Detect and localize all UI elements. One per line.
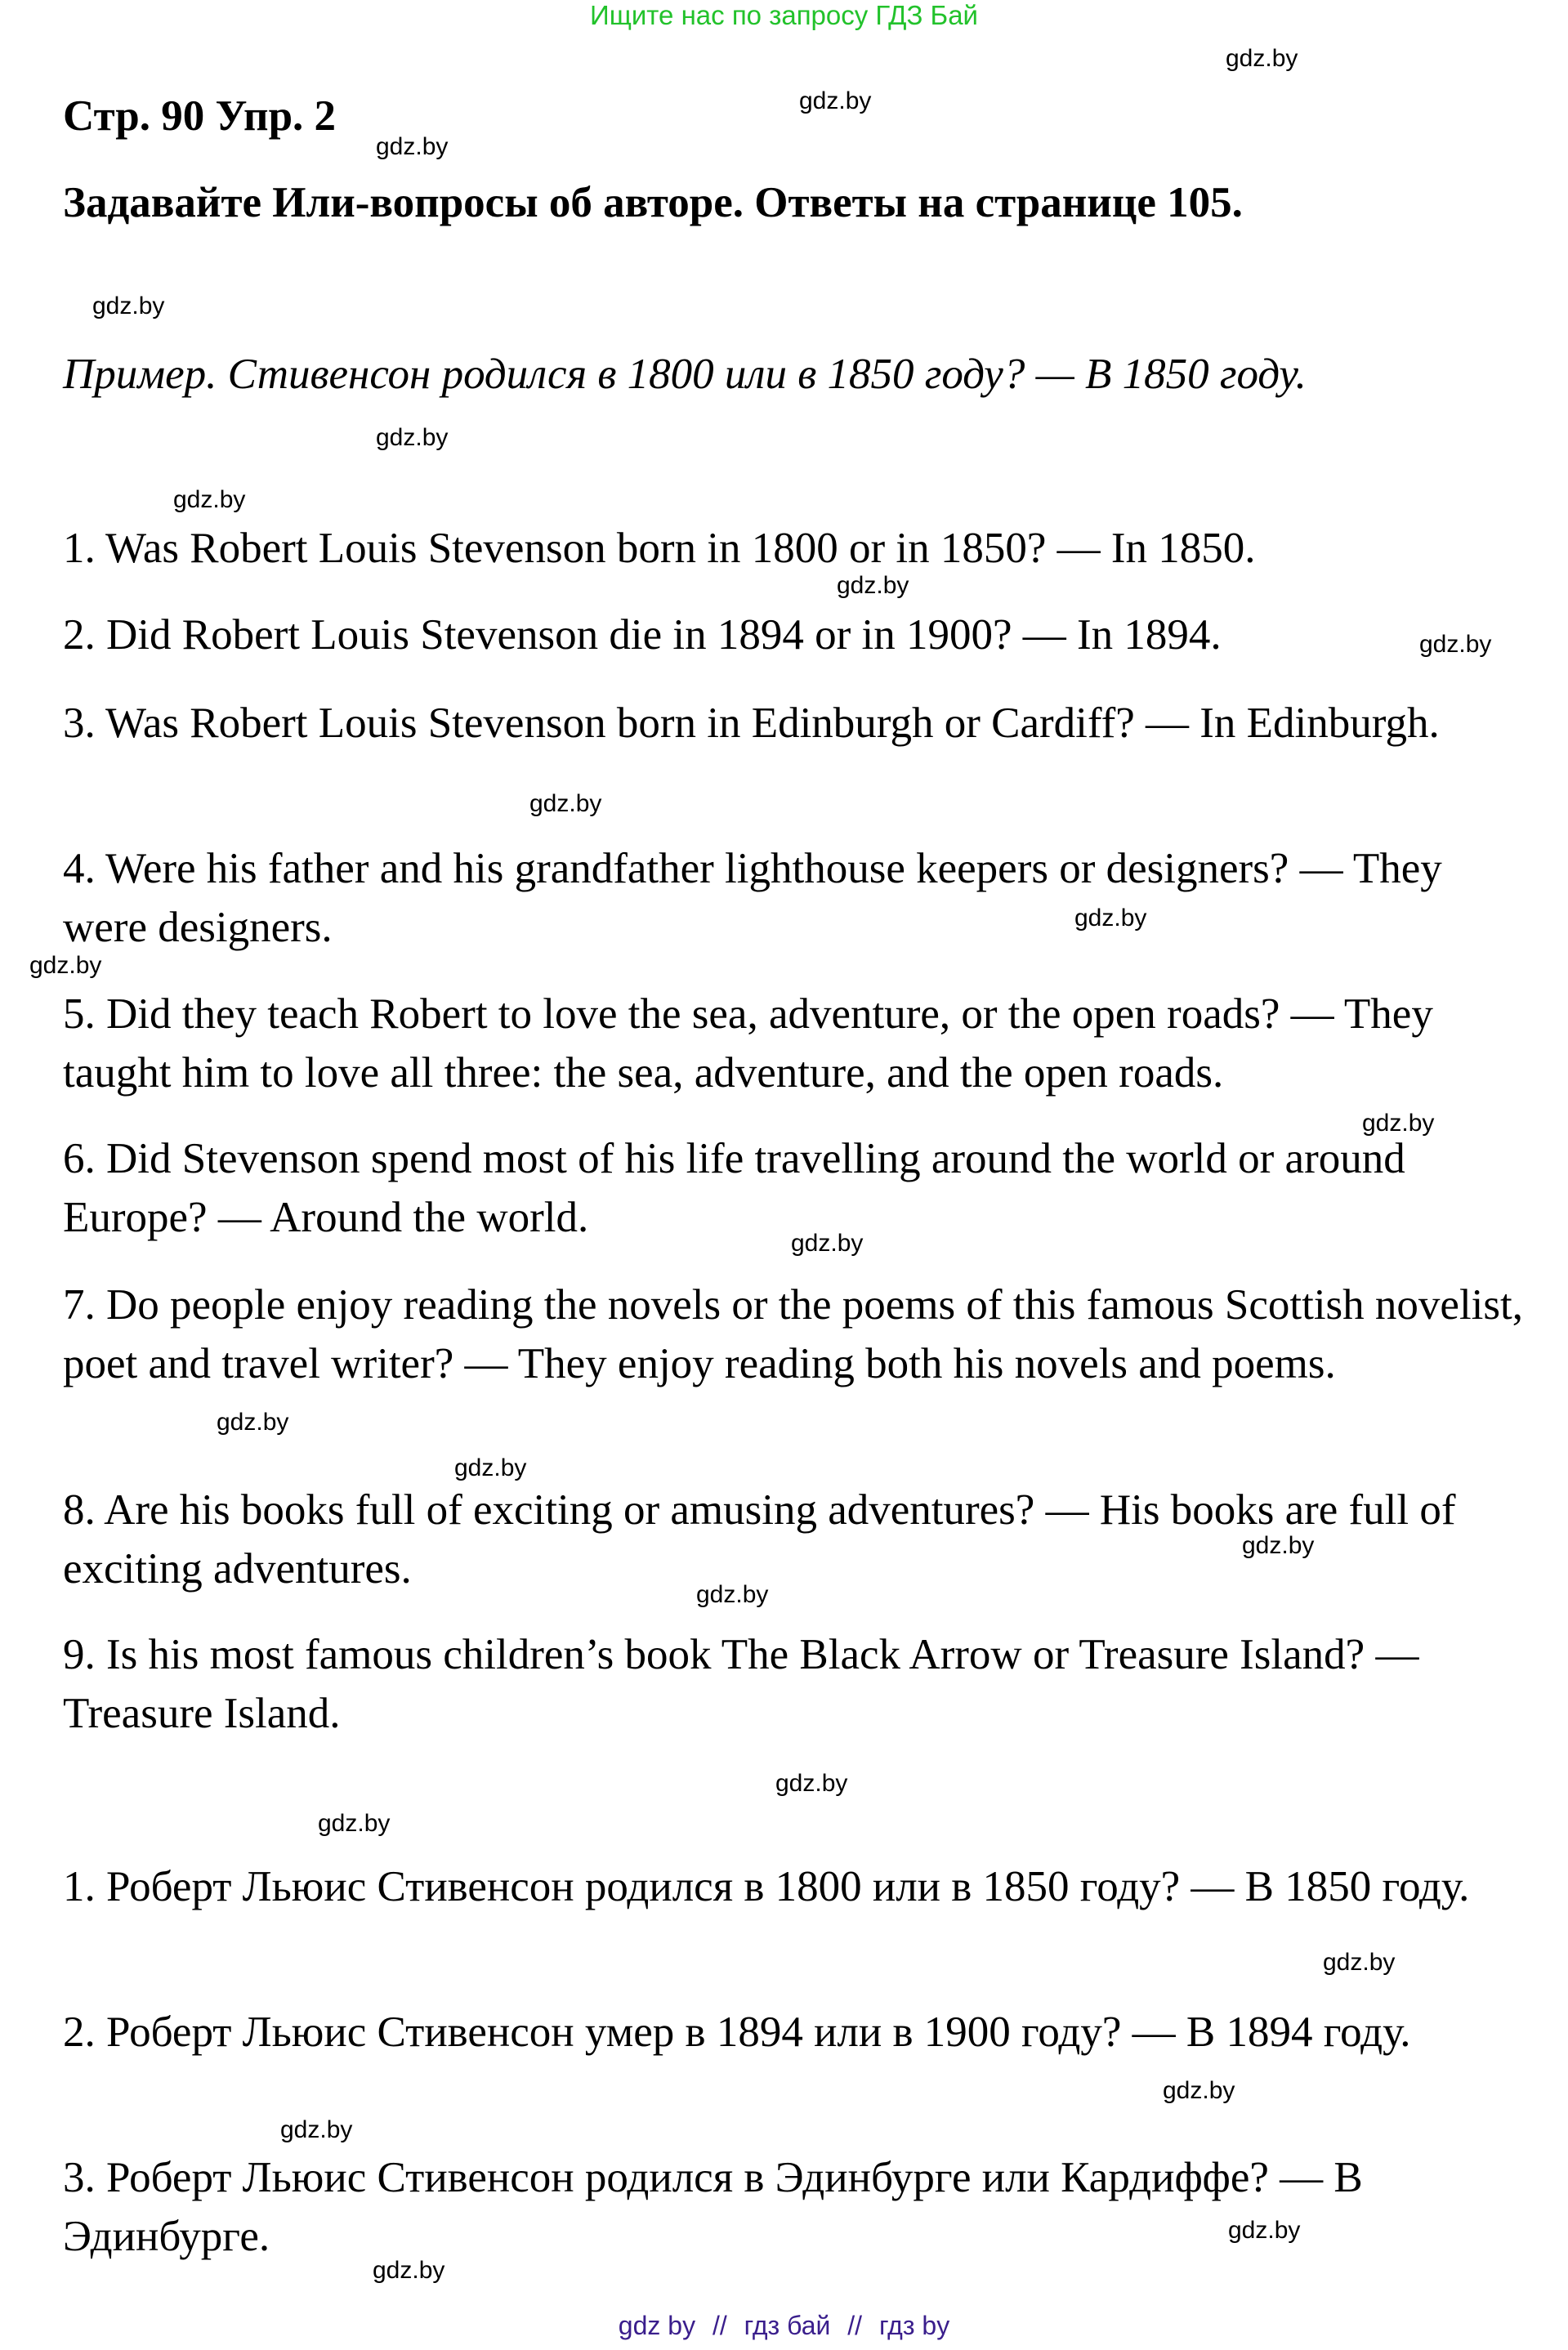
top-banner[interactable]: Ищите нас по запросу ГДЗ Бай xyxy=(590,0,978,30)
watermark: gdz.by xyxy=(791,1230,864,1257)
english-answer-6: 6. Did Stevenson spend most of his life travelling around the world or around Europe? — Around the world. xyxy=(63,1135,1405,1241)
watermark: gdz.by xyxy=(799,87,872,114)
example-text: Пример. Стивенсон родился в 1800 или в 1850 году? — В 1850 году. xyxy=(63,351,1307,398)
watermark: gdz.by xyxy=(1323,1949,1396,1976)
watermark: gdz.by xyxy=(1242,1532,1315,1559)
english-answer-5: 5. Did they teach Robert to love the sea, adventure, or the open roads? — They taught him to love all three: the sea, adventure, and the open roads. xyxy=(63,990,1433,1097)
watermark: gdz.by xyxy=(837,572,909,599)
watermark: gdz.by xyxy=(529,790,602,817)
footer-link-gdz-bai[interactable]: гдз бай xyxy=(744,2311,831,2340)
footer-separator: // xyxy=(847,2311,863,2340)
footer-separator: // xyxy=(712,2311,727,2340)
task-instruction: Задавайте Или-вопросы об авторе. Ответы на странице 105. xyxy=(63,179,1243,226)
english-answer-7: 7. Do people enjoy reading the novels or the poems of this famous Scottish novelist, poet and travel writer? — They enjoy reading both his novels and poems. xyxy=(63,1281,1523,1387)
watermark: gdz.by xyxy=(373,2257,445,2284)
footer-links xyxy=(0,2311,1568,2341)
russian-translation-1: 1. Роберт Льюис Стивенсон родился в 1800 или в 1850 году? — В 1850 году. xyxy=(63,1863,1470,1910)
watermark: gdz.by xyxy=(1163,2077,1235,2104)
watermark: gdz.by xyxy=(1228,2217,1301,2244)
english-answer-1: 1. Was Robert Louis Stevenson born in 1800 or in 1850? — In 1850. xyxy=(63,525,1256,572)
watermark: gdz.by xyxy=(376,133,449,160)
watermark: gdz.by xyxy=(1419,631,1492,658)
watermark: gdz.by xyxy=(696,1581,769,1608)
watermark: gdz.by xyxy=(217,1409,289,1436)
watermark: gdz.by xyxy=(280,2116,353,2143)
watermark: gdz.by xyxy=(1226,45,1298,72)
watermark: gdz.by xyxy=(1074,905,1147,932)
page-title: Стр. 90 Упр. 2 xyxy=(63,92,337,140)
footer-link-gdz-by-ru[interactable]: гдз by xyxy=(878,2311,950,2340)
russian-translation-2: 2. Роберт Льюис Стивенсон умер в 1894 или в 1900 году? — В 1894 году. xyxy=(63,2008,1411,2056)
watermark: gdz.by xyxy=(92,293,165,319)
english-answer-9: 9. Is his most famous children’s book The Black Arrow or Treasure Island? — Treasure Island. xyxy=(63,1631,1419,1737)
watermark: gdz.by xyxy=(775,1770,848,1797)
watermark: gdz.by xyxy=(454,1454,527,1481)
english-answer-4: 4. Were his father and his grandfather lighthouse keepers or designers? — They were designers. xyxy=(63,845,1442,951)
russian-translation-3: 3. Роберт Льюис Стивенсон родился в Эдинбурге или Кардиффе? — В Эдинбурге. xyxy=(63,2154,1363,2260)
watermark: gdz.by xyxy=(29,952,102,979)
english-answer-3: 3. Was Robert Louis Stevenson born in Edinburgh or Cardiff? — In Edinburgh. xyxy=(63,699,1440,747)
watermark: gdz.by xyxy=(376,424,449,451)
english-answer-2: 2. Did Robert Louis Stevenson die in 1894 or in 1900? — In 1894. xyxy=(63,611,1222,659)
footer-link-gdz-by[interactable]: gdz by xyxy=(618,2311,696,2340)
watermark: gdz.by xyxy=(173,486,246,513)
watermark: gdz.by xyxy=(1362,1110,1435,1137)
english-answer-8: 8. Are his books full of exciting or amusing adventures? — His books are full of exciting adventures. xyxy=(63,1486,1456,1593)
watermark: gdz.by xyxy=(318,1810,391,1837)
